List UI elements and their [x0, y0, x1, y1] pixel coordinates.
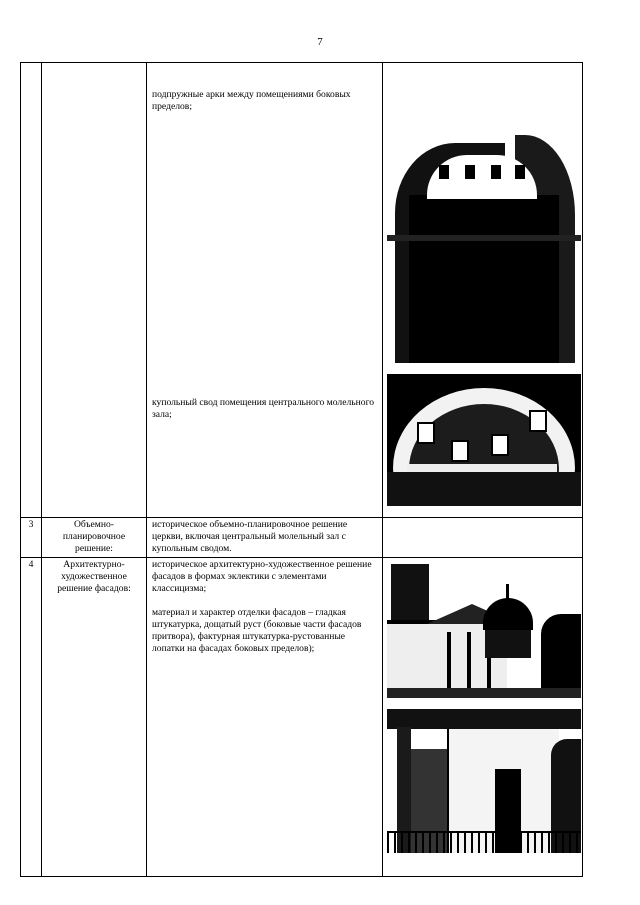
- description-facade-finish: материал и характер отделки фасадов – гладкая штукатурка, дощатый руст (боковые части фасадов притвора), фактурная штукатурка-рустованные лопатки на фасадах боковых пределов);: [152, 607, 362, 654]
- table-row: [21, 518, 583, 558]
- row-description: [147, 63, 383, 518]
- row-number: 4: [21, 558, 42, 877]
- description-arches: подпружные арки между помещениями боковых пределов;: [152, 89, 351, 112]
- row-description: историческое объемно-планировочное решение церкви, включая центральный молельный зал с купольным сводом.: [147, 518, 383, 558]
- page-number: 7: [317, 36, 323, 48]
- description-dome-vault: купольный свод помещения центрального молельного зала;: [152, 397, 375, 420]
- description-facade-style: историческое архитектурно-художественное решение фасадов в формах эклектики с элементами классицизма;: [152, 559, 372, 594]
- row-photos: [383, 558, 583, 877]
- row-number: 3: [21, 518, 42, 558]
- church-exterior-dome-photo: [387, 564, 581, 698]
- table-row: [21, 63, 583, 518]
- row-title: Объемно-планировочное решение:: [42, 518, 147, 558]
- dome-vault-interior-photo: [387, 374, 581, 506]
- table-row: [21, 558, 583, 877]
- empty-photo-cell: [383, 518, 583, 558]
- church-side-facade-photo: [387, 709, 581, 853]
- row-title: Архитектурно-художественное решение фасадов:: [42, 558, 147, 877]
- church-interior-arches-photo: [387, 125, 581, 363]
- object-features-table: [20, 62, 583, 877]
- row-title: [42, 63, 147, 518]
- row-photos: [383, 63, 583, 518]
- row-number: [21, 63, 42, 518]
- row-description: [147, 558, 383, 877]
